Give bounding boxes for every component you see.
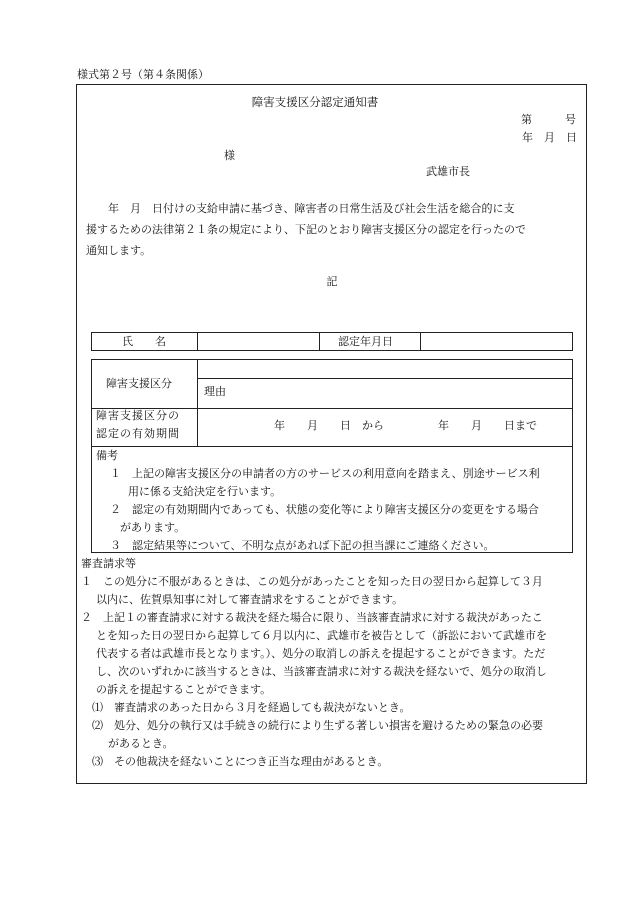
appeal-heading: 審査請求等	[81, 557, 136, 570]
appeal-line-3: ２ 上記１の審査請求に対する裁決を経た場合に限り、当該審査請求に対する裁決があったこ	[81, 611, 543, 624]
body-line-3: 通知します。	[86, 244, 152, 257]
name-date-table	[91, 332, 573, 351]
appeal-line-4: とを知った日の翌日から起算して６月以内に、武雄市を被告として（訴訟において武雄市を	[96, 629, 547, 642]
cert-date-label: 認定年月日	[338, 335, 393, 348]
remark-item-3: ３ 認定結果等について、不明な点があれば下記の担当課にご連絡ください。	[110, 539, 495, 552]
period-from: 年 月 日 から	[274, 419, 384, 432]
body-line-1: 年 月 日付けの支給申請に基づき、障害者の日常生活及び社会生活を総合的に支	[86, 202, 515, 215]
remark-item-1: １ 上記の障害支援区分の申請者の方のサービスの利用意向を踏まえ、別途サービス利	[110, 467, 540, 480]
name-label: 氏 名	[122, 335, 166, 348]
period-label-line2: 認定の有効期間	[96, 427, 180, 440]
classification-table	[91, 359, 573, 553]
reason-label: 理由	[204, 385, 226, 398]
appeal-line-2: 以内に、佐賀県知事に対して審査請求をすることができます。	[96, 593, 404, 606]
appeal-item-2: ⑵ 処分、処分の執行又は手続きの続行により生ずる著しい損害を避けるための緊急の必要	[92, 719, 543, 732]
appeal-item-1: ⑴ 審査請求のあった日から３月を経過しても裁決がないとき。	[92, 701, 411, 714]
issuer-name: 武雄市長	[426, 165, 470, 178]
remark-item-1-cont: 用に係る支給決定を行います。	[128, 485, 282, 498]
form-number: 様式第２号（第４条関係）	[77, 68, 209, 81]
remarks-heading: 備考	[96, 449, 118, 462]
document-number-label: 第 号	[521, 113, 576, 126]
appeal-line-6: し、次のいずれかに該当するときは、当該審査請求に対する裁決を経ないで、処分の取消し	[96, 665, 547, 678]
appeal-line-1: １ この処分に不服があるときは、この処分があったことを知った日の翌日から起算して３月	[81, 575, 543, 588]
recipient-suffix: 様	[224, 149, 235, 162]
period-label-line1: 障害支援区分の	[96, 409, 180, 422]
body-line-2: 援するための法律第２１条の規定により、下記のとおり障害支援区分の認定を行ったので	[86, 223, 526, 236]
classification-label: 障害支援区分	[106, 377, 172, 390]
ki-marker: 記	[326, 275, 338, 288]
document-title: 障害支援区分認定通知書	[251, 95, 379, 109]
appeal-item-2-cont: があるとき。	[108, 737, 174, 750]
remark-item-2: ２ 認定の有効期間内であっても、状態の変化等により障害支援区分の変更をする場合	[110, 503, 539, 516]
appeal-line-5: 代表する者は武雄市長となります。）、処分の取消しの訴えを提起することができます。ただ	[96, 647, 546, 660]
appeal-item-3: ⑶ その他裁決を経ないことにつき正当な理由があるとき。	[92, 755, 389, 768]
period-to: 年 月 日まで	[438, 419, 537, 432]
appeal-line-7: の訴えを提起することができます。	[96, 683, 272, 696]
issue-date-label: 年 月 日	[522, 131, 577, 144]
remark-item-2-cont: があります。	[120, 521, 186, 534]
